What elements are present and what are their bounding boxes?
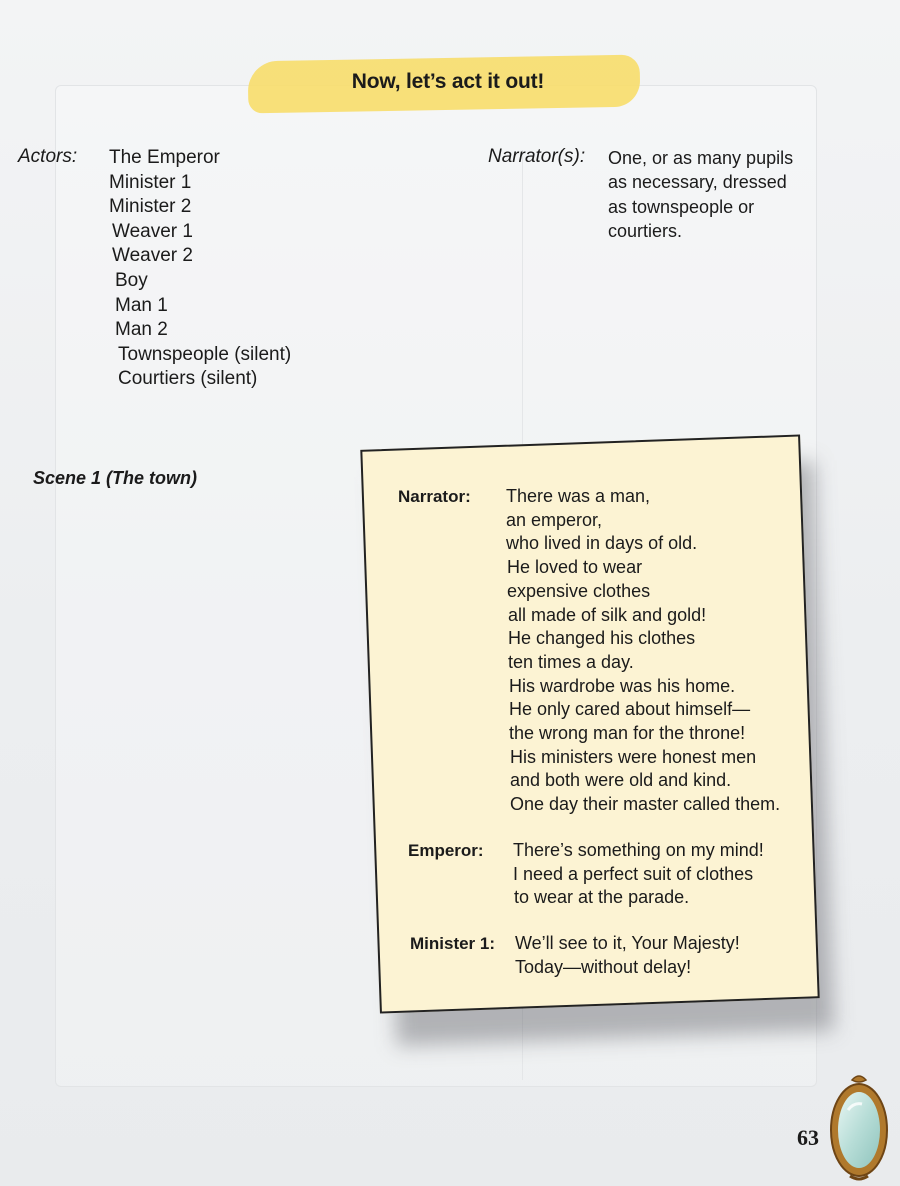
speech-line: He changed his clothes <box>508 628 696 649</box>
speech-line: His wardrobe was his home. <box>509 675 736 696</box>
speech-line: There was a man, <box>506 486 651 506</box>
narrators-line: courtiers. <box>608 220 683 241</box>
speech-line: who lived in days of old. <box>506 533 698 554</box>
speaker-name: Emperor: <box>408 840 484 860</box>
narrators-label: Narrator(s): <box>488 146 586 167</box>
speech-line: Today—without delay! <box>515 956 692 977</box>
page-title: Now, let’s act it out! <box>351 70 545 93</box>
speaker-name: Minister 1: <box>410 933 496 953</box>
speech-line: expensive clothes <box>507 580 651 601</box>
actor-item: The Emperor <box>109 147 220 168</box>
speech-line: I need a perfect suit of clothes <box>513 863 754 884</box>
speech-line: His ministers were honest men <box>510 746 757 767</box>
speech-line: an emperor, <box>506 509 603 530</box>
page-number: 63 <box>797 1125 819 1150</box>
speech-line: all made of silk and gold! <box>508 604 707 625</box>
actor-item: Courtiers (silent) <box>118 368 258 390</box>
speech-line: to wear at the parade. <box>514 887 690 908</box>
actor-item: Minister 2 <box>109 196 192 218</box>
speech-line: He loved to wear <box>507 557 643 578</box>
actor-item: Man 2 <box>115 319 168 341</box>
speech-lines <box>506 485 780 817</box>
actor-item: Minister 1 <box>109 171 192 193</box>
speech-line: and both were old and kind. <box>510 770 732 791</box>
actor-item: Man 1 <box>115 294 168 316</box>
actor-item: Townspeople (silent) <box>118 343 292 365</box>
actor-item: Weaver 2 <box>112 245 193 267</box>
speaker-name: Narrator: <box>398 487 471 506</box>
actor-item: Boy <box>115 269 148 291</box>
speech-line: We’ll see to it, Your Majesty! <box>515 932 740 953</box>
narrators-line: as townspeople or <box>608 196 755 217</box>
speech-line: He only cared about himself— <box>509 699 751 720</box>
speech-line: the wrong man for the throne! <box>509 723 746 744</box>
scene-heading: Scene 1 (The town) <box>33 468 198 488</box>
speech-line: One day their master called them. <box>510 794 781 815</box>
script-content <box>398 485 818 1001</box>
mirror-icon <box>826 1072 892 1182</box>
narrators-description <box>608 146 838 243</box>
speech-line: ten times a day. <box>508 651 634 672</box>
speech-lines <box>515 932 740 979</box>
actors-label: Actors: <box>18 146 78 167</box>
narrators-line: as necessary, dressed <box>608 172 787 193</box>
actor-item: Weaver 1 <box>112 220 193 242</box>
speech-lines <box>513 839 764 910</box>
narrators-line: One, or as many pupils <box>608 148 794 168</box>
speech-minister-1 <box>398 932 818 979</box>
actors-list <box>109 146 291 392</box>
speech-narrator <box>398 485 818 817</box>
speech-emperor <box>398 839 818 910</box>
speech-line: There’s something on my mind! <box>513 839 764 860</box>
